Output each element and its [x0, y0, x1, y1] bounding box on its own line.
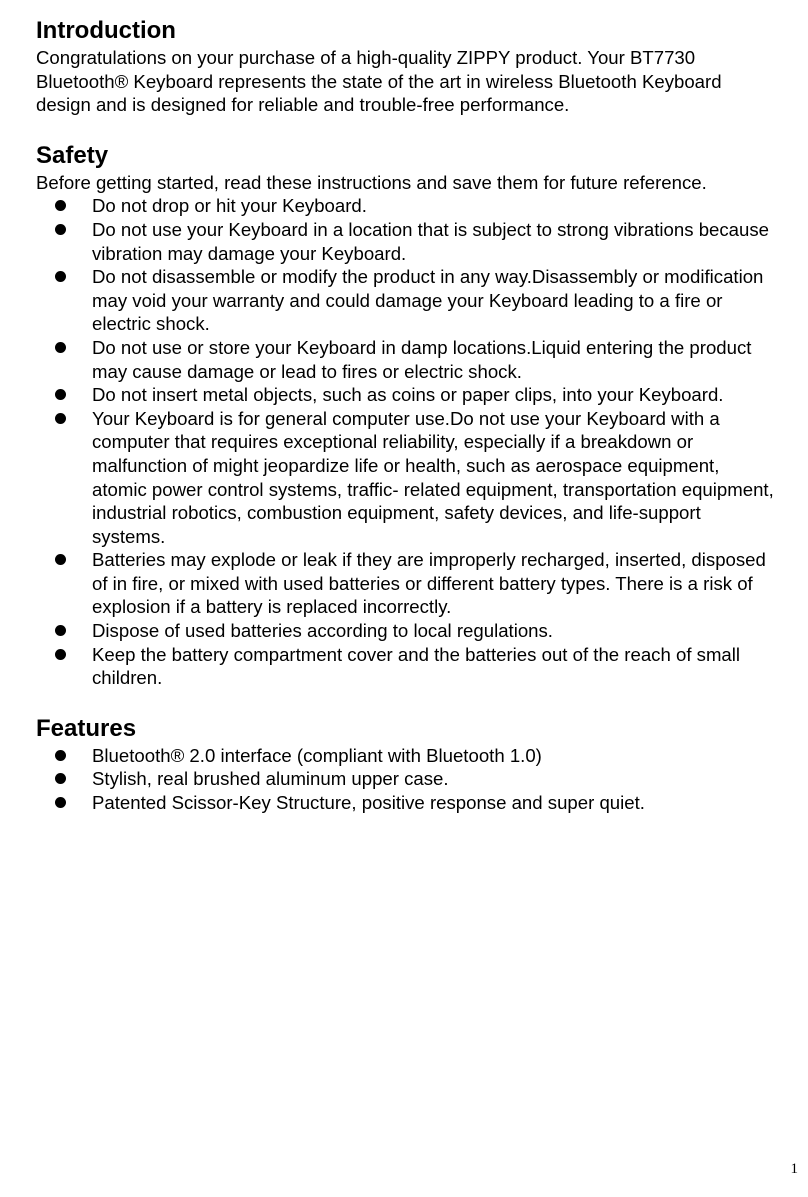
list-item [36, 336, 776, 383]
list-item [36, 767, 776, 791]
introduction-body: Congratulations on your purchase of a high-quality ZIPPY product. Your BT7730 Bluetooth® Keyboard represents the state of the art in wireless Bluetooth Keyboard design and is designed for reliable and trouble-free performance. [36, 47, 722, 116]
list-item-text: Bluetooth® 2.0 interface (compliant with Bluetooth 1.0) [92, 744, 542, 766]
introduction-heading: Introduction [36, 17, 176, 44]
bullet-icon [55, 271, 66, 282]
list-item [36, 194, 776, 218]
bullet-icon [55, 342, 66, 353]
list-item-text: Patented Scissor-Key Structure, positive response and super quiet. [92, 792, 645, 814]
bullet-icon [55, 389, 66, 400]
list-item-text: Keep the battery compartment cover and the batteries out of the reach of small children. [92, 643, 741, 689]
bullet-icon [55, 649, 66, 660]
bullet-icon [55, 224, 66, 235]
list-item [36, 744, 776, 768]
features-heading: Features [36, 714, 137, 742]
list-item [36, 791, 776, 815]
bullet-icon [55, 750, 66, 761]
introduction-section [36, 16, 776, 117]
safety-list [36, 194, 776, 689]
bullet-icon [55, 413, 66, 424]
list-item-text: Do not use your Keyboard in a location that is subject to strong vibrations because vibration may damage your Keyboard. [92, 218, 770, 264]
safety-section [36, 141, 776, 690]
list-item-text: Do not disassemble or modify the product in any way.Disassembly or modification may void your warranty and could damage your Keyboard leading to a fire or electric shock. [92, 266, 764, 335]
list-item-text: Stylish, real brushed aluminum upper case. [92, 768, 449, 790]
list-item-text: Your Keyboard is for general computer use.Do not use your Keyboard with a computer that requires exceptional reliability, especially if a breakdown or malfunction of might jeopardize life or health, such as aerospace equipment, atomic power control systems, traffic- related equipment, transportation equipment, industrial robotics, combustion equipment, safety devices, and life-support systems. [92, 407, 774, 547]
list-item [36, 643, 776, 690]
list-item-text: Do not insert metal objects, such as coins or paper clips, into your Keyboard. [92, 384, 724, 406]
list-item-text: Batteries may explode or leak if they are improperly recharged, inserted, disposed of in fire, or mixed with used batteries or different battery types. There is a risk of explosion if a battery is replaced incorrectly. [92, 549, 766, 618]
bullet-icon [55, 773, 66, 784]
page-number: 1 [790, 1161, 798, 1177]
features-list [36, 744, 776, 815]
bullet-icon [55, 554, 66, 565]
list-item [36, 407, 776, 549]
list-item [36, 548, 776, 619]
list-item-text: Dispose of used batteries according to local regulations. [92, 620, 553, 642]
list-item [36, 383, 776, 407]
document-page [36, 16, 776, 839]
safety-heading: Safety [36, 141, 109, 169]
list-item [36, 265, 776, 336]
list-item [36, 218, 776, 265]
bullet-icon [55, 797, 66, 808]
list-item-text: Do not drop or hit your Keyboard. [92, 195, 367, 217]
safety-intro: Before getting started, read these instructions and save them for future reference. [36, 171, 707, 193]
bullet-icon [55, 625, 66, 636]
list-item [36, 619, 776, 643]
bullet-icon [55, 200, 66, 211]
features-section [36, 714, 776, 815]
list-item-text: Do not use or store your Keyboard in damp locations.Liquid entering the product may cause damage or lead to fires or electric shock. [92, 336, 752, 382]
